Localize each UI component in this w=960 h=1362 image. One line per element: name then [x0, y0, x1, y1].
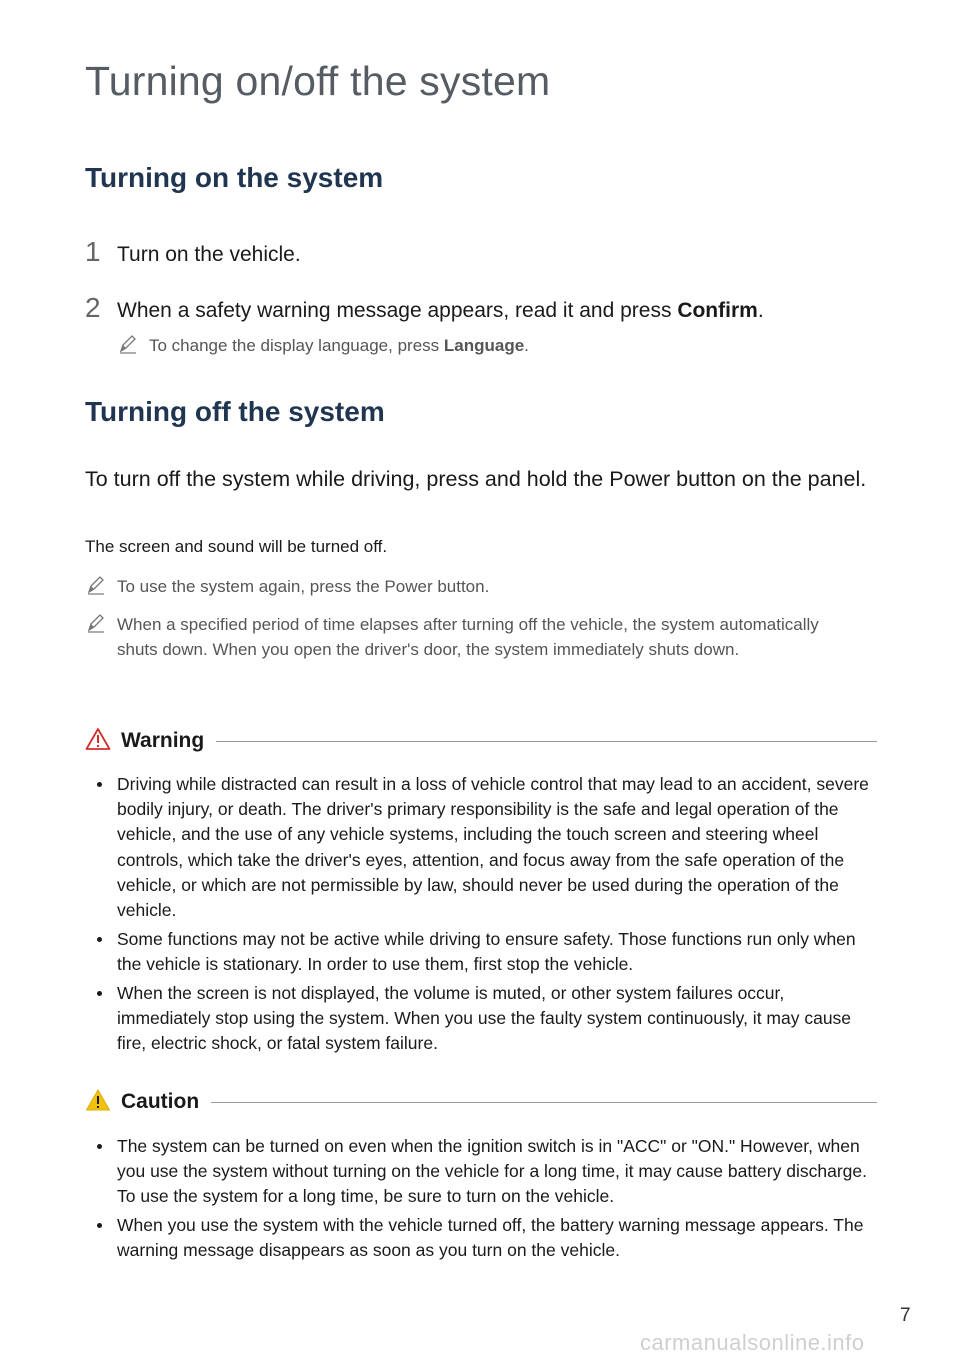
pencil-note-icon	[117, 333, 149, 355]
note-text: When a specified period of time elapses after turning off the vehicle, the system automatically shuts down. When you open the driver's door, the system immediately shuts down.	[117, 615, 819, 659]
note-auto-shutdown	[85, 612, 845, 662]
step-2	[85, 292, 764, 324]
divider	[211, 1102, 877, 1103]
warning-triangle-icon	[85, 727, 111, 756]
note-power-again	[85, 574, 877, 599]
warning-list	[85, 772, 877, 1060]
watermark: carmanualsonline.info	[640, 1330, 865, 1355]
warning-label: Warning	[121, 729, 205, 752]
step-number: 2	[85, 292, 101, 323]
pencil-note-icon	[85, 574, 117, 596]
step-number: 1	[85, 236, 101, 267]
confirm-keyword: Confirm	[677, 299, 758, 322]
note-text: To use the system again, press the Power button.	[117, 577, 490, 596]
page-title: Turning on/off the system	[85, 58, 551, 104]
pencil-note-icon	[85, 612, 117, 634]
list-item: Some functions may not be active while driving to ensure safety. Those functions run only when the vehicle is stationary. In order to use them, first stop the vehicle.	[85, 927, 877, 977]
lead-paragraph: To turn off the system while driving, press and hold the Power button on the panel.	[85, 467, 867, 491]
divider	[216, 741, 877, 742]
list-item: Driving while distracted can result in a loss of vehicle control that may lead to an accident, severe bodily injury, or death. The driver's primary responsibility is the safe and legal operation of the vehicle, and the use of any vehicle systems, including the touch screen and steering wheel controls, which take the driver's eyes, attention, and focus away from the safe operation of the vehicle, or which are not permissible by law, should never be used during the operation of the vehicle.	[85, 772, 877, 923]
section-heading-turning-off: Turning off the system	[85, 396, 385, 427]
list-item: When you use the system with the vehicle turned off, the battery warning message appears. The warning message disappears as soon as you turn on the vehicle.	[85, 1213, 877, 1263]
page-number: 7	[900, 1305, 911, 1326]
caution-list	[85, 1134, 877, 1267]
warning-header	[85, 726, 877, 756]
step-1	[85, 236, 301, 268]
section-heading-turning-on: Turning on the system	[85, 162, 384, 193]
list-item: When the screen is not displayed, the volume is muted, or other system failures occur, immediately stop using the system. When you use the faulty system continuously, it may cause fire, electric shock, or fatal system failure.	[85, 981, 877, 1057]
note-language	[117, 333, 877, 358]
step-text: When a safety warning message appears, read it and press Confirm.	[117, 299, 764, 322]
body-paragraph: The screen and sound will be turned off.	[85, 537, 388, 556]
caution-header	[85, 1087, 877, 1117]
note-text: To change the display language, press Language.	[149, 336, 529, 355]
caution-label: Caution	[121, 1090, 200, 1113]
list-item: The system can be turned on even when the ignition switch is in "ACC" or "ON." However, when you use the system without turning on the vehicle for a long time, it may cause battery discharge. To use the system for a long time, be sure to turn on the vehicle.	[85, 1134, 877, 1210]
step-text: Turn on the vehicle.	[117, 243, 301, 266]
caution-triangle-icon	[85, 1088, 111, 1117]
language-keyword: Language	[443, 336, 525, 355]
